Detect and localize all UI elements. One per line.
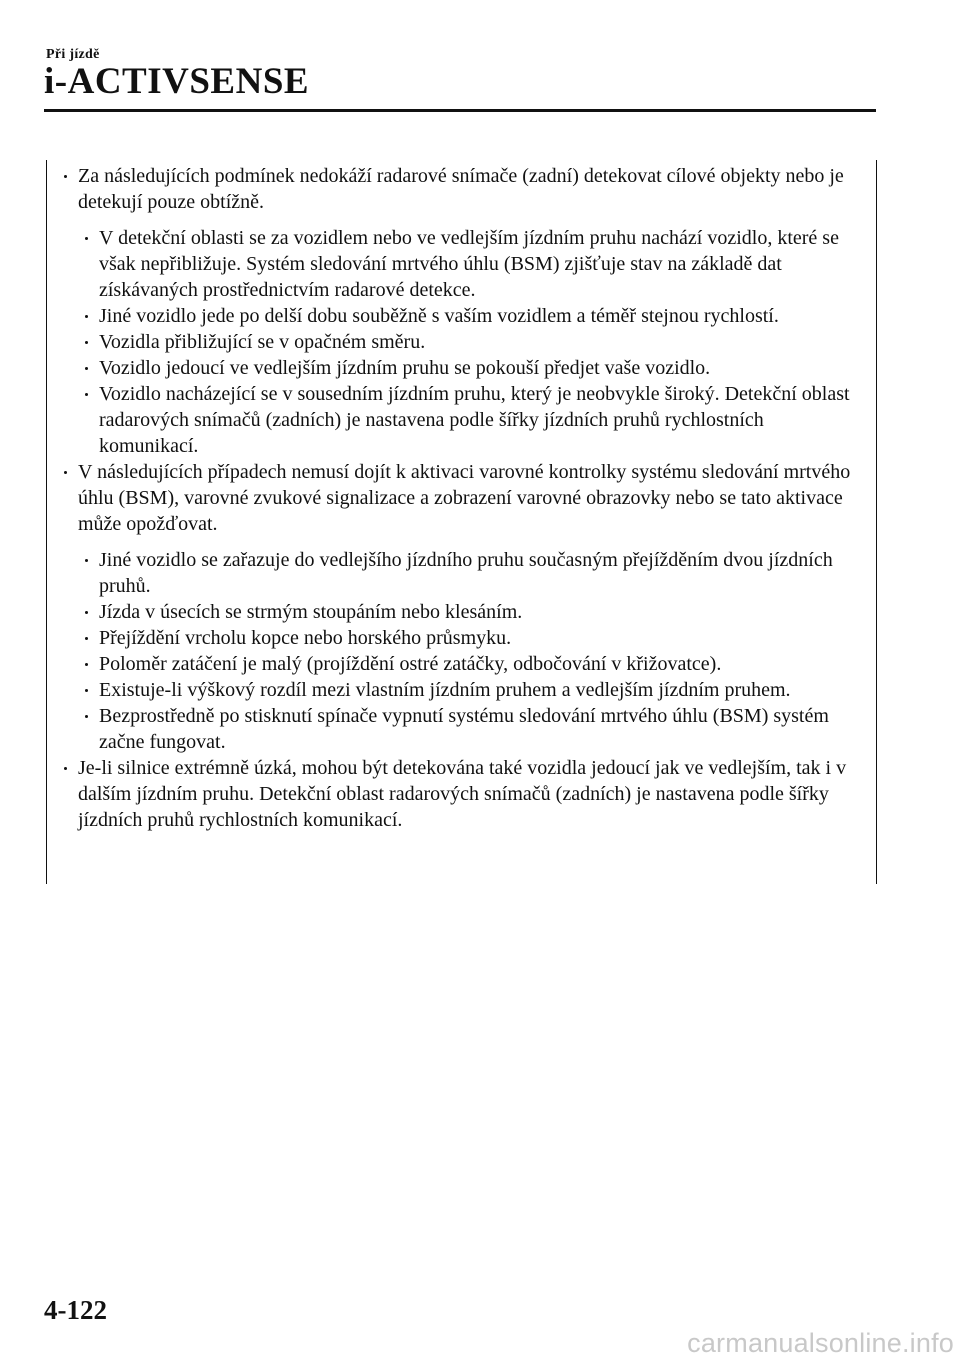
list-item [56,303,864,329]
list-item-text: Poloměr zatáčení je malý (projíždění ostré zatáčky, odbočování v křižovatce). [99,653,722,675]
list-item-text: Je-li silnice extrémně úzká, mohou být detekována také vozidla jedoucí jak ve vedlejším, tak i v dalším jízdním pruhu. Detekční oblast radarových snímačů (zadních) je nastavena podle šířky jízdních pruhů rychlostních komunikací. [78,757,847,831]
bullet-icon [85,559,88,562]
list-item [56,163,864,215]
list-item-text: V následujících případech nemusí dojít k aktivaci varovné kontrolky systému sledování mrtvého úhlu (BSM), varovné zvukové signalizace a zobrazení varovné obrazovky nebo se tato aktivace může opožďovat. [78,461,851,535]
list-item [56,755,864,833]
list-item-text: Jiné vozidlo se zařazuje do vedlejšího jízdního pruhu současným přejížděním dvou jízdních pruhů. [99,549,833,597]
watermark: carmanualsonline.info [687,1328,954,1358]
list-item-text: Za následujících podmínek nedokáží radarové snímače (zadní) detekovat cílové objekty nebo je detekují pouze obtížně. [78,165,844,213]
bullet-icon [64,175,67,178]
list-item-text: Bezprostředně po stisknutí spínače vypnutí systému sledování mrtvého úhlu (BSM) systém začne fungovat. [99,705,829,753]
bullet-icon [85,367,88,370]
list-item [56,651,864,677]
list-item [56,355,864,381]
bullet-icon [85,393,88,396]
bullet-icon [85,715,88,718]
list-item-text: Jízda v úsecích se strmým stoupáním nebo klesáním. [99,601,523,623]
bullet-icon [85,663,88,666]
list-item [56,381,864,459]
list-item [56,459,864,537]
bullet-icon [85,689,88,692]
list-item-text: V detekční oblasti se za vozidlem nebo ve vedlejším jízdním pruhu nachází vozidlo, které se však nepřibližuje. Systém sledování mrtvého úhlu (BSM) zjišťuje stav na základě dat získávaných prostřednictvím radarové detekce. [99,227,839,301]
left-margin-bar [46,160,47,884]
list-item-text: Jiné vozidlo jede po delší dobu souběžně s vaším vozidlem a téměř stejnou rychlostí. [99,305,779,327]
list-item [56,625,864,651]
list-item-text: Existuje-li výškový rozdíl mezi vlastním jízdním pruhem a vedlejším jízdním pruhem. [99,679,791,701]
list-item [56,329,864,355]
list-item [56,677,864,703]
bullet-icon [85,611,88,614]
bullet-icon [85,341,88,344]
bullet-icon [85,315,88,318]
list-item-text: Přejíždění vrcholu kopce nebo horského průsmyku. [99,627,512,649]
bullet-icon [85,637,88,640]
right-margin-bar [876,160,877,884]
title-rule [44,109,876,112]
list-item [56,225,864,303]
content-area [56,163,864,833]
list-item-text: Vozidlo nacházející se v sousedním jízdním pruhu, který je neobvykle široký. Detekční oblast radarových snímačů (zadních) je nastavena podle šířky jízdních pruhů rychlostních komunikací. [99,383,850,457]
list-item [56,547,864,599]
section-label: Při jízdě [46,47,100,62]
list-item-text: Vozidlo jedoucí ve vedlejším jízdním pruhu se pokouší předjet vaše vozidlo. [99,357,711,379]
list-item-text: Vozidla přibližující se v opačném směru. [99,331,426,353]
bullet-icon [64,471,67,474]
bullet-icon [64,767,67,770]
bullet-icon [85,237,88,240]
list-item [56,599,864,625]
page-title: i-ACTIVSENSE [44,61,310,102]
page-number: 4-122 [44,1295,107,1325]
list-item [56,703,864,755]
